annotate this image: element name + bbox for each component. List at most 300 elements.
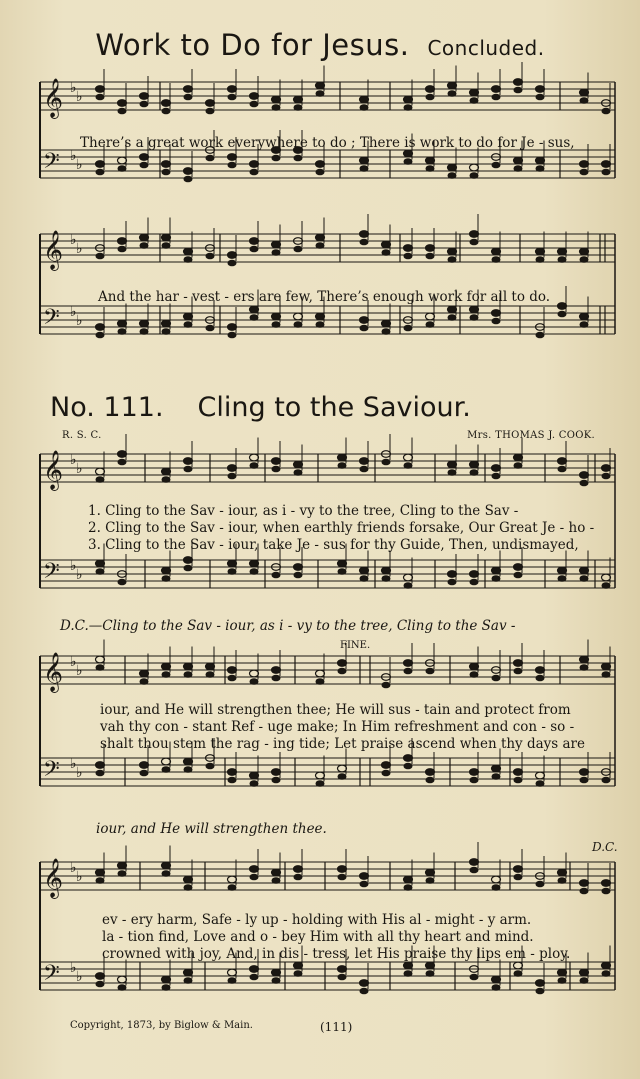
note-head [536, 256, 545, 263]
composer-credit: Mrs. THOMAS J. COOK. [467, 430, 595, 441]
note-head [492, 256, 501, 263]
note-head [404, 763, 413, 770]
note-head [294, 104, 303, 111]
note-head [272, 313, 281, 320]
staff-system-1 [40, 70, 620, 190]
note-head [448, 306, 457, 313]
note-head [558, 869, 567, 876]
note-head [118, 976, 127, 983]
flat-icon: ♭ [76, 663, 83, 679]
note-head [536, 980, 545, 987]
flat-icon: ♭ [76, 313, 83, 329]
note-head [360, 881, 369, 888]
note-head [118, 165, 127, 172]
note-head [382, 682, 391, 689]
note-head [250, 93, 259, 100]
note-head [404, 582, 413, 589]
note-head [294, 461, 303, 468]
note-head [404, 325, 413, 332]
note-head [426, 962, 435, 969]
verse-1-line-3: ev - ery harm, Safe - ly up - holding with His al - might - y arm. [102, 912, 532, 928]
note-head [162, 108, 171, 115]
note-head [184, 663, 193, 670]
note-head [184, 977, 193, 984]
note-head [228, 667, 237, 674]
verse-1-line-1: 1. Cling to the Sav - iour, as i - vy to the tree, Cling to the Sav - [88, 503, 519, 519]
note-head [492, 876, 501, 883]
note-head [272, 104, 281, 111]
note-head [404, 755, 413, 762]
note-head [294, 970, 303, 977]
note-head [118, 870, 127, 877]
note-head [360, 325, 369, 332]
note-head [118, 100, 127, 107]
note-head [448, 461, 457, 468]
note-head [404, 104, 413, 111]
note-head [602, 888, 611, 895]
note-head [470, 867, 479, 874]
note-head [250, 462, 259, 469]
note-head [272, 869, 281, 876]
note-head [228, 977, 237, 984]
note-head [470, 769, 479, 776]
note-head [602, 582, 611, 589]
note-head [602, 473, 611, 480]
note-head [162, 100, 171, 107]
note-head [602, 465, 611, 472]
note-head [514, 165, 523, 172]
note-head [162, 575, 171, 582]
note-head [448, 314, 457, 321]
previous-hymn-subtitle: Concluded. [427, 36, 545, 60]
note-head [162, 758, 171, 765]
note-head [404, 454, 413, 461]
note-head [580, 969, 589, 976]
note-head [250, 568, 259, 575]
note-head [360, 239, 369, 246]
flat-icon: ♭ [76, 157, 83, 173]
note-head [426, 157, 435, 164]
note-head [272, 769, 281, 776]
note-head [96, 169, 105, 176]
note-head [162, 242, 171, 249]
note-head [272, 96, 281, 103]
note-head [140, 101, 149, 108]
note-head [404, 245, 413, 252]
note-head [580, 97, 589, 104]
staff-lines [40, 656, 615, 684]
note-head [294, 96, 303, 103]
note-head [118, 246, 127, 253]
note-head [536, 881, 545, 888]
note-head [96, 568, 105, 575]
note-head [294, 246, 303, 253]
note-head [580, 664, 589, 671]
note-head [580, 656, 589, 663]
note-head [448, 90, 457, 97]
note-head [536, 94, 545, 101]
note-head [514, 777, 523, 784]
note-head [492, 884, 501, 891]
note-head [470, 239, 479, 246]
note-head [316, 169, 325, 176]
note-head [184, 671, 193, 678]
note-head [536, 667, 545, 674]
note-head [162, 671, 171, 678]
note-head [206, 325, 215, 332]
verse-2-line-3: la - tion find, Love and o - bey Him with all thy heart and mind. [102, 929, 534, 945]
flat-icon: ♭ [70, 756, 77, 772]
note-head [448, 469, 457, 476]
note-head [404, 876, 413, 883]
note-head [360, 458, 369, 465]
note-head [294, 572, 303, 579]
note-head [404, 962, 413, 969]
note-head [448, 248, 457, 255]
note-head [316, 161, 325, 168]
note-head [250, 874, 259, 881]
bass-clef-icon: 𝄢 [43, 559, 60, 589]
note-head [140, 678, 149, 685]
note-head [492, 567, 501, 574]
note-head [228, 876, 237, 883]
note-head [536, 157, 545, 164]
bass-clef-icon: 𝄢 [43, 149, 60, 179]
verse-2-line-2: vah thy con - stant Ref - uge make; In Him refreshment and con - so - [100, 719, 575, 735]
note-head [228, 473, 237, 480]
note-head [140, 242, 149, 249]
note-head [294, 155, 303, 162]
note-head [492, 162, 501, 169]
note-head [404, 884, 413, 891]
note-head [184, 557, 193, 564]
verse-3-line-2: shalt thou stem the rag - ing tide; Let praise ascend when thy days are [100, 736, 586, 752]
note-head [580, 161, 589, 168]
note-head [228, 154, 237, 161]
note-head [558, 311, 567, 318]
note-head [448, 82, 457, 89]
note-head [250, 670, 259, 677]
note-head [360, 873, 369, 880]
note-head [184, 466, 193, 473]
note-head [272, 877, 281, 884]
note-head [250, 169, 259, 176]
note-head [558, 466, 567, 473]
note-head [360, 96, 369, 103]
note-head [118, 459, 127, 466]
flat-icon: ♭ [76, 765, 83, 781]
note-head [426, 877, 435, 884]
note-head [338, 668, 347, 675]
hymn-title: Cling to the Saviour. [197, 392, 471, 423]
note-head [404, 96, 413, 103]
note-head [492, 976, 501, 983]
flat-icon: ♭ [76, 869, 83, 885]
note-head [272, 969, 281, 976]
verse-3-line-3: crowned with joy, And, in dis - tress, let His praise thy lips em - ploy. [102, 946, 571, 962]
note-head [580, 575, 589, 582]
note-head [338, 568, 347, 575]
note-head [294, 962, 303, 969]
flat-icon: ♭ [76, 461, 83, 477]
note-head [162, 476, 171, 483]
note-head [492, 473, 501, 480]
note-head [514, 454, 523, 461]
note-head [580, 769, 589, 776]
note-head [602, 108, 611, 115]
note-head [514, 970, 523, 977]
note-head [404, 253, 413, 260]
note-head [492, 675, 501, 682]
note-head [558, 567, 567, 574]
note-head [140, 320, 149, 327]
note-head [426, 245, 435, 252]
note-head [118, 157, 127, 164]
flat-icon: ♭ [76, 567, 83, 583]
note-head [316, 678, 325, 685]
note-head [272, 667, 281, 674]
note-head [184, 248, 193, 255]
note-head [272, 241, 281, 248]
note-head [228, 769, 237, 776]
note-head [162, 766, 171, 773]
previous-hymn-title [0, 28, 640, 62]
note-head [272, 458, 281, 465]
note-head [140, 162, 149, 169]
note-head [470, 314, 479, 321]
note-head [96, 161, 105, 168]
note-head [228, 162, 237, 169]
note-head [536, 772, 545, 779]
note-head [492, 318, 501, 325]
note-head [580, 472, 589, 479]
note-head [250, 238, 259, 245]
note-head [580, 567, 589, 574]
note-head [492, 575, 501, 582]
note-head [470, 671, 479, 678]
note-head [140, 770, 149, 777]
note-head [162, 870, 171, 877]
note-head [96, 324, 105, 331]
note-head [228, 332, 237, 339]
note-head [272, 572, 281, 579]
note-head [96, 770, 105, 777]
note-head [316, 670, 325, 677]
note-head [470, 579, 479, 586]
note-head [404, 462, 413, 469]
note-head [580, 248, 589, 255]
note-head [580, 977, 589, 984]
note-head [382, 241, 391, 248]
note-head [580, 321, 589, 328]
note-head [602, 161, 611, 168]
note-head [338, 560, 347, 567]
note-head [228, 324, 237, 331]
note-head [558, 575, 567, 582]
note-head [96, 762, 105, 769]
note-head [162, 567, 171, 574]
note-head [360, 980, 369, 987]
note-head [536, 675, 545, 682]
note-head [206, 671, 215, 678]
note-head [316, 780, 325, 787]
flat-icon: ♭ [70, 860, 77, 876]
note-head [580, 256, 589, 263]
note-head [184, 876, 193, 883]
note-head [602, 671, 611, 678]
treble-clef-icon: 𝄞 [43, 858, 64, 898]
note-head [316, 90, 325, 97]
note-head [162, 328, 171, 335]
note-head [448, 579, 457, 586]
note-head [360, 575, 369, 582]
verse-3-line-1: 3. Cling to the Sav - iour, take Je - sus for thy Guide, Then, undismayed, [88, 537, 579, 553]
note-head [580, 169, 589, 176]
note-head [382, 567, 391, 574]
note-head [118, 238, 127, 245]
note-head [492, 465, 501, 472]
note-head [316, 321, 325, 328]
note-head [536, 86, 545, 93]
note-head [360, 165, 369, 172]
note-head [184, 884, 193, 891]
note-head [338, 974, 347, 981]
note-head [228, 252, 237, 259]
note-head [250, 966, 259, 973]
note-head [228, 777, 237, 784]
note-head [404, 574, 413, 581]
note-head [184, 969, 193, 976]
note-head [602, 169, 611, 176]
flat-icon: ♭ [70, 80, 77, 96]
note-head [426, 94, 435, 101]
note-head [426, 86, 435, 93]
note-head [602, 880, 611, 887]
note-head [96, 253, 105, 260]
note-head [162, 663, 171, 670]
note-head [96, 94, 105, 101]
note-head [514, 87, 523, 94]
note-head [96, 332, 105, 339]
note-head [250, 101, 259, 108]
note-head [514, 660, 523, 667]
note-head [360, 104, 369, 111]
flat-icon: ♭ [70, 960, 77, 976]
note-head [558, 248, 567, 255]
note-head [184, 565, 193, 572]
note-head [250, 678, 259, 685]
hymn-number: No. 111. [50, 392, 164, 423]
note-head [382, 249, 391, 256]
note-head [514, 572, 523, 579]
note-head [470, 469, 479, 476]
note-head [338, 660, 347, 667]
note-head [558, 977, 567, 984]
note-head [602, 777, 611, 784]
note-head [360, 567, 369, 574]
flat-icon: ♭ [76, 89, 83, 105]
note-head [470, 777, 479, 784]
dc-mark: D.C. [592, 840, 618, 854]
note-head [426, 970, 435, 977]
note-head [426, 253, 435, 260]
note-head [514, 157, 523, 164]
lyric-prev-2: And the har - vest - ers are few, There’s enough work for all to do. [98, 289, 551, 305]
note-head [492, 94, 501, 101]
note-head [162, 862, 171, 869]
note-head [492, 765, 501, 772]
bass-clef-icon: 𝄢 [43, 305, 60, 335]
note-head [206, 253, 215, 260]
note-head [250, 161, 259, 168]
note-head [426, 165, 435, 172]
note-head [580, 313, 589, 320]
note-head [250, 974, 259, 981]
note-head [514, 668, 523, 675]
note-head [272, 466, 281, 473]
note-head [272, 249, 281, 256]
note-head [96, 476, 105, 483]
note-head [162, 320, 171, 327]
note-head [96, 468, 105, 475]
note-head [184, 458, 193, 465]
note-head [228, 560, 237, 567]
note-head [184, 94, 193, 101]
copyright-notice: Copyright, 1873, by Biglow & Main. [70, 1020, 253, 1031]
note-head [184, 168, 193, 175]
note-head [492, 773, 501, 780]
note-head [272, 977, 281, 984]
note-head [558, 458, 567, 465]
note-head [514, 874, 523, 881]
note-head [404, 668, 413, 675]
note-head [250, 454, 259, 461]
refrain-lyric-line: iour, and He will strengthen thee. [96, 821, 327, 837]
note-head [184, 86, 193, 93]
note-head [250, 246, 259, 253]
note-head [602, 962, 611, 969]
note-head [316, 242, 325, 249]
note-head [140, 234, 149, 241]
note-head [426, 777, 435, 784]
note-head [184, 313, 193, 320]
note-head [118, 320, 127, 327]
note-head [118, 579, 127, 586]
note-head [96, 981, 105, 988]
note-head [492, 984, 501, 991]
note-head [470, 859, 479, 866]
note-head [426, 869, 435, 876]
note-head [118, 328, 127, 335]
note-head [228, 969, 237, 976]
note-head [316, 313, 325, 320]
note-head [140, 762, 149, 769]
note-head [470, 974, 479, 981]
page-number: (111) [320, 1020, 353, 1034]
verse-1-line-2: iour, and He will strengthen thee; He will sus - tain and protect from [100, 702, 571, 718]
note-head [206, 663, 215, 670]
note-head [338, 966, 347, 973]
note-head [140, 93, 149, 100]
note-head [404, 158, 413, 165]
note-head [514, 462, 523, 469]
note-head [250, 772, 259, 779]
note-head [250, 866, 259, 873]
note-head [162, 234, 171, 241]
fine-mark: FINE. [340, 640, 371, 651]
note-head [338, 874, 347, 881]
note-head [470, 97, 479, 104]
